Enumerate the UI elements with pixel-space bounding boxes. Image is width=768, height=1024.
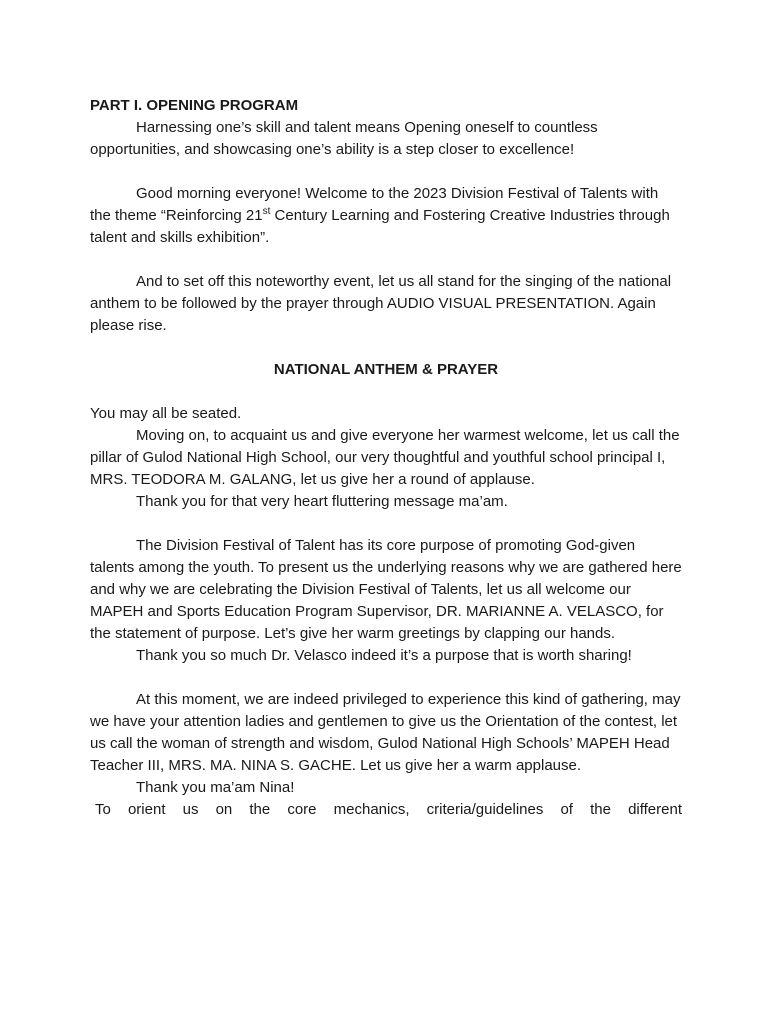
- section-heading: NATIONAL ANTHEM & PRAYER: [273, 361, 499, 378]
- orientation-paragraph: At this moment, we are indeed privileged to experience this kind of gathering, may we have your attention ladies and gentlemen to give us the Orientation of the contest, let us call the woman of strength and wisdom, Gulod National High Schools’ MAPEH Head Teacher III, MRS. MA. NINA S. GACHE. Let us give her a warm applause.: [90, 691, 681, 774]
- thanks-head-teacher-line: Thank you ma’am Nina!: [136, 779, 295, 796]
- anthem-paragraph: And to set off this noteworthy event, let us all stand for the singing of the national anthem to be followed by the prayer through AUDIO VISUAL PRESENTATION. Again please rise.: [90, 273, 672, 334]
- paragraph-spacer: [90, 667, 682, 689]
- mechanics-line: To orient us on the core mechanics, criteria/guidelines of the different: [95, 801, 682, 818]
- part-heading: PART I. OPENING PROGRAM: [90, 97, 299, 114]
- welcome-paragraph: [90, 183, 682, 249]
- thanks-supervisor-line: Thank you so much Dr. Velasco indeed it’s a purpose that is worth sharing!: [136, 647, 632, 664]
- paragraph-spacer: [90, 249, 682, 271]
- thanks-principal-line: Thank you for that very heart fluttering message ma’am.: [136, 493, 508, 510]
- paragraph-spacer: [90, 161, 682, 183]
- principal-paragraph: Moving on, to acquaint us and give everyone her warmest welcome, let us call the pillar of Gulod National High School, our very thoughtful and youthful school principal I, MRS. TEODORA M. GALANG, let us give her a round of applause.: [90, 427, 680, 488]
- paragraph-spacer: [90, 513, 682, 535]
- paragraph-spacer: [90, 337, 682, 359]
- purpose-paragraph: The Division Festival of Talent has its core purpose of promoting God-given talents among the youth. To present us the underlying reasons why we are gathered here and why we are celebrating the Division Festival of Talents, let us all welcome our MAPEH and Sports Education Program Supervisor, DR. MARIANNE A. VELASCO, for the statement of purpose. Let’s give her warm greetings by clapping our hands.: [90, 537, 682, 642]
- welcome-text: Good morning everyone! Welcome to the 2023 Division Festival of Talents with the theme “Reinforcing 21: [90, 185, 659, 224]
- intro-paragraph: Harnessing one’s skill and talent means Opening oneself to countless opportunities, and showcasing one’s ability is a step closer to excellence!: [90, 119, 598, 158]
- document-page: [90, 95, 682, 821]
- paragraph-spacer: [90, 381, 682, 403]
- ordinal-suffix: st: [262, 206, 271, 217]
- seated-line: You may all be seated.: [90, 405, 242, 422]
- welcome-text-continued: Century Learning and Fostering Creative Industries through talent and skills exhibition”.: [90, 207, 670, 246]
